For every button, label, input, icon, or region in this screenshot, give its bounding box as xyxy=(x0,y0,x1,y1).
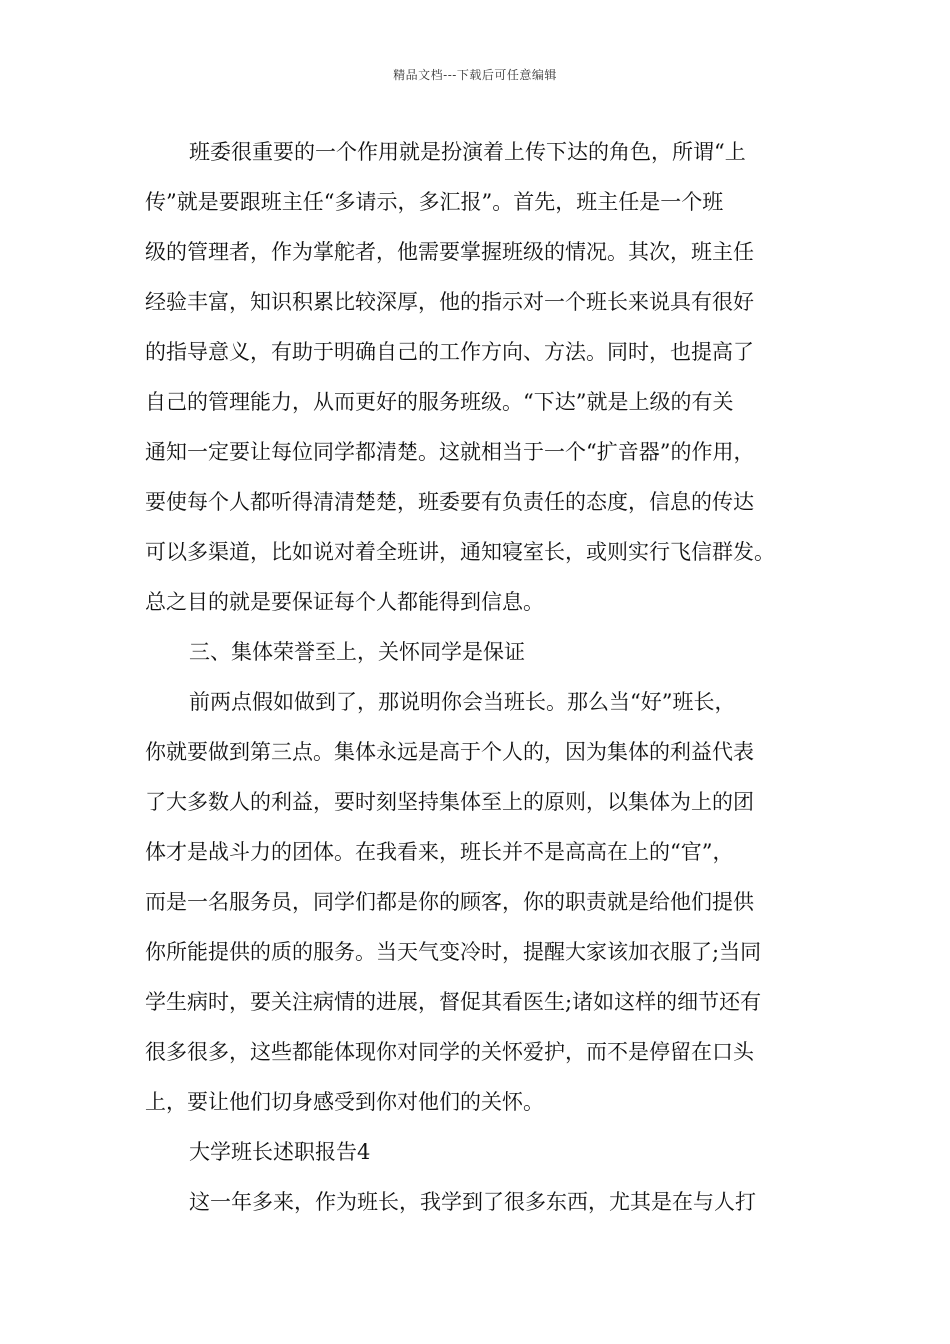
text-line: 要使每个人都听得清清楚楚，班委要有负责任的态度，信息的传达 xyxy=(145,490,754,514)
text-line: 了大多数人的利益，要时刻坚持集体至上的原则，以集体为上的团 xyxy=(145,790,754,814)
text-line: 通知一定要让每位同学都清楚。这就相当于一个“扩音器”的作用， xyxy=(145,440,755,464)
text-line: 传”就是要跟班主任“多请示，多汇报”。首先，班主任是一个班 xyxy=(145,190,724,214)
text-line: 经验丰富，知识积累比较深厚，他的指示对一个班长来说具有很好 xyxy=(145,290,754,314)
text-line: 可以多渠道，比如说对着全班讲，通知寝室长，或则实行飞信群发。 xyxy=(145,540,775,564)
text-line: 很多很多，这些都能体现你对同学的关怀爱护，而不是停留在口头 xyxy=(145,1040,754,1064)
text-line: 级的管理者，作为掌舵者，他需要掌握班级的情况。其次，班主任 xyxy=(145,240,754,264)
text-line: 总之目的就是要保证每个人都能得到信息。 xyxy=(145,590,544,614)
text-line: 学生病时，要关注病情的进展，督促其看医生;诸如这样的细节还有 xyxy=(145,990,762,1014)
page-header: 精品文档---下载后可任意编辑 xyxy=(393,68,557,82)
text-line: 体才是战斗力的团体。在我看来，班长并不是高高在上的“官”， xyxy=(145,840,734,864)
text-line: 三、集体荣誉至上，关怀同学是保证 xyxy=(189,640,525,664)
document-body xyxy=(145,127,825,1227)
text-line: 大学班长述职报告4 xyxy=(189,1140,371,1164)
text-line: 前两点假如做到了，那说明你会当班长。那么当“好”班长， xyxy=(189,690,736,714)
text-line: 上，要让他们切身感受到你对他们的关怀。 xyxy=(145,1090,544,1114)
text-line: 班委很重要的一个作用就是扮演着上传下达的角色，所谓“上 xyxy=(189,140,746,164)
text-line: 自己的管理能力，从而更好的服务班级。“下达”就是上级的有关 xyxy=(145,390,734,414)
text-line: 这一年多来，作为班长，我学到了很多东西，尤其是在与人打 xyxy=(189,1190,756,1214)
text-line: 的指导意义，有助于明确自己的工作方向、方法。同时，也提高了 xyxy=(145,340,754,364)
text-line: 而是一名服务员，同学们都是你的顾客，你的职责就是给他们提供 xyxy=(145,890,754,914)
text-line: 你所能提供的质的服务。当天气变冷时，提醒大家该加衣服了;当同 xyxy=(145,940,762,964)
text-line: 你就要做到第三点。集体永远是高于个人的，因为集体的利益代表 xyxy=(145,740,754,764)
